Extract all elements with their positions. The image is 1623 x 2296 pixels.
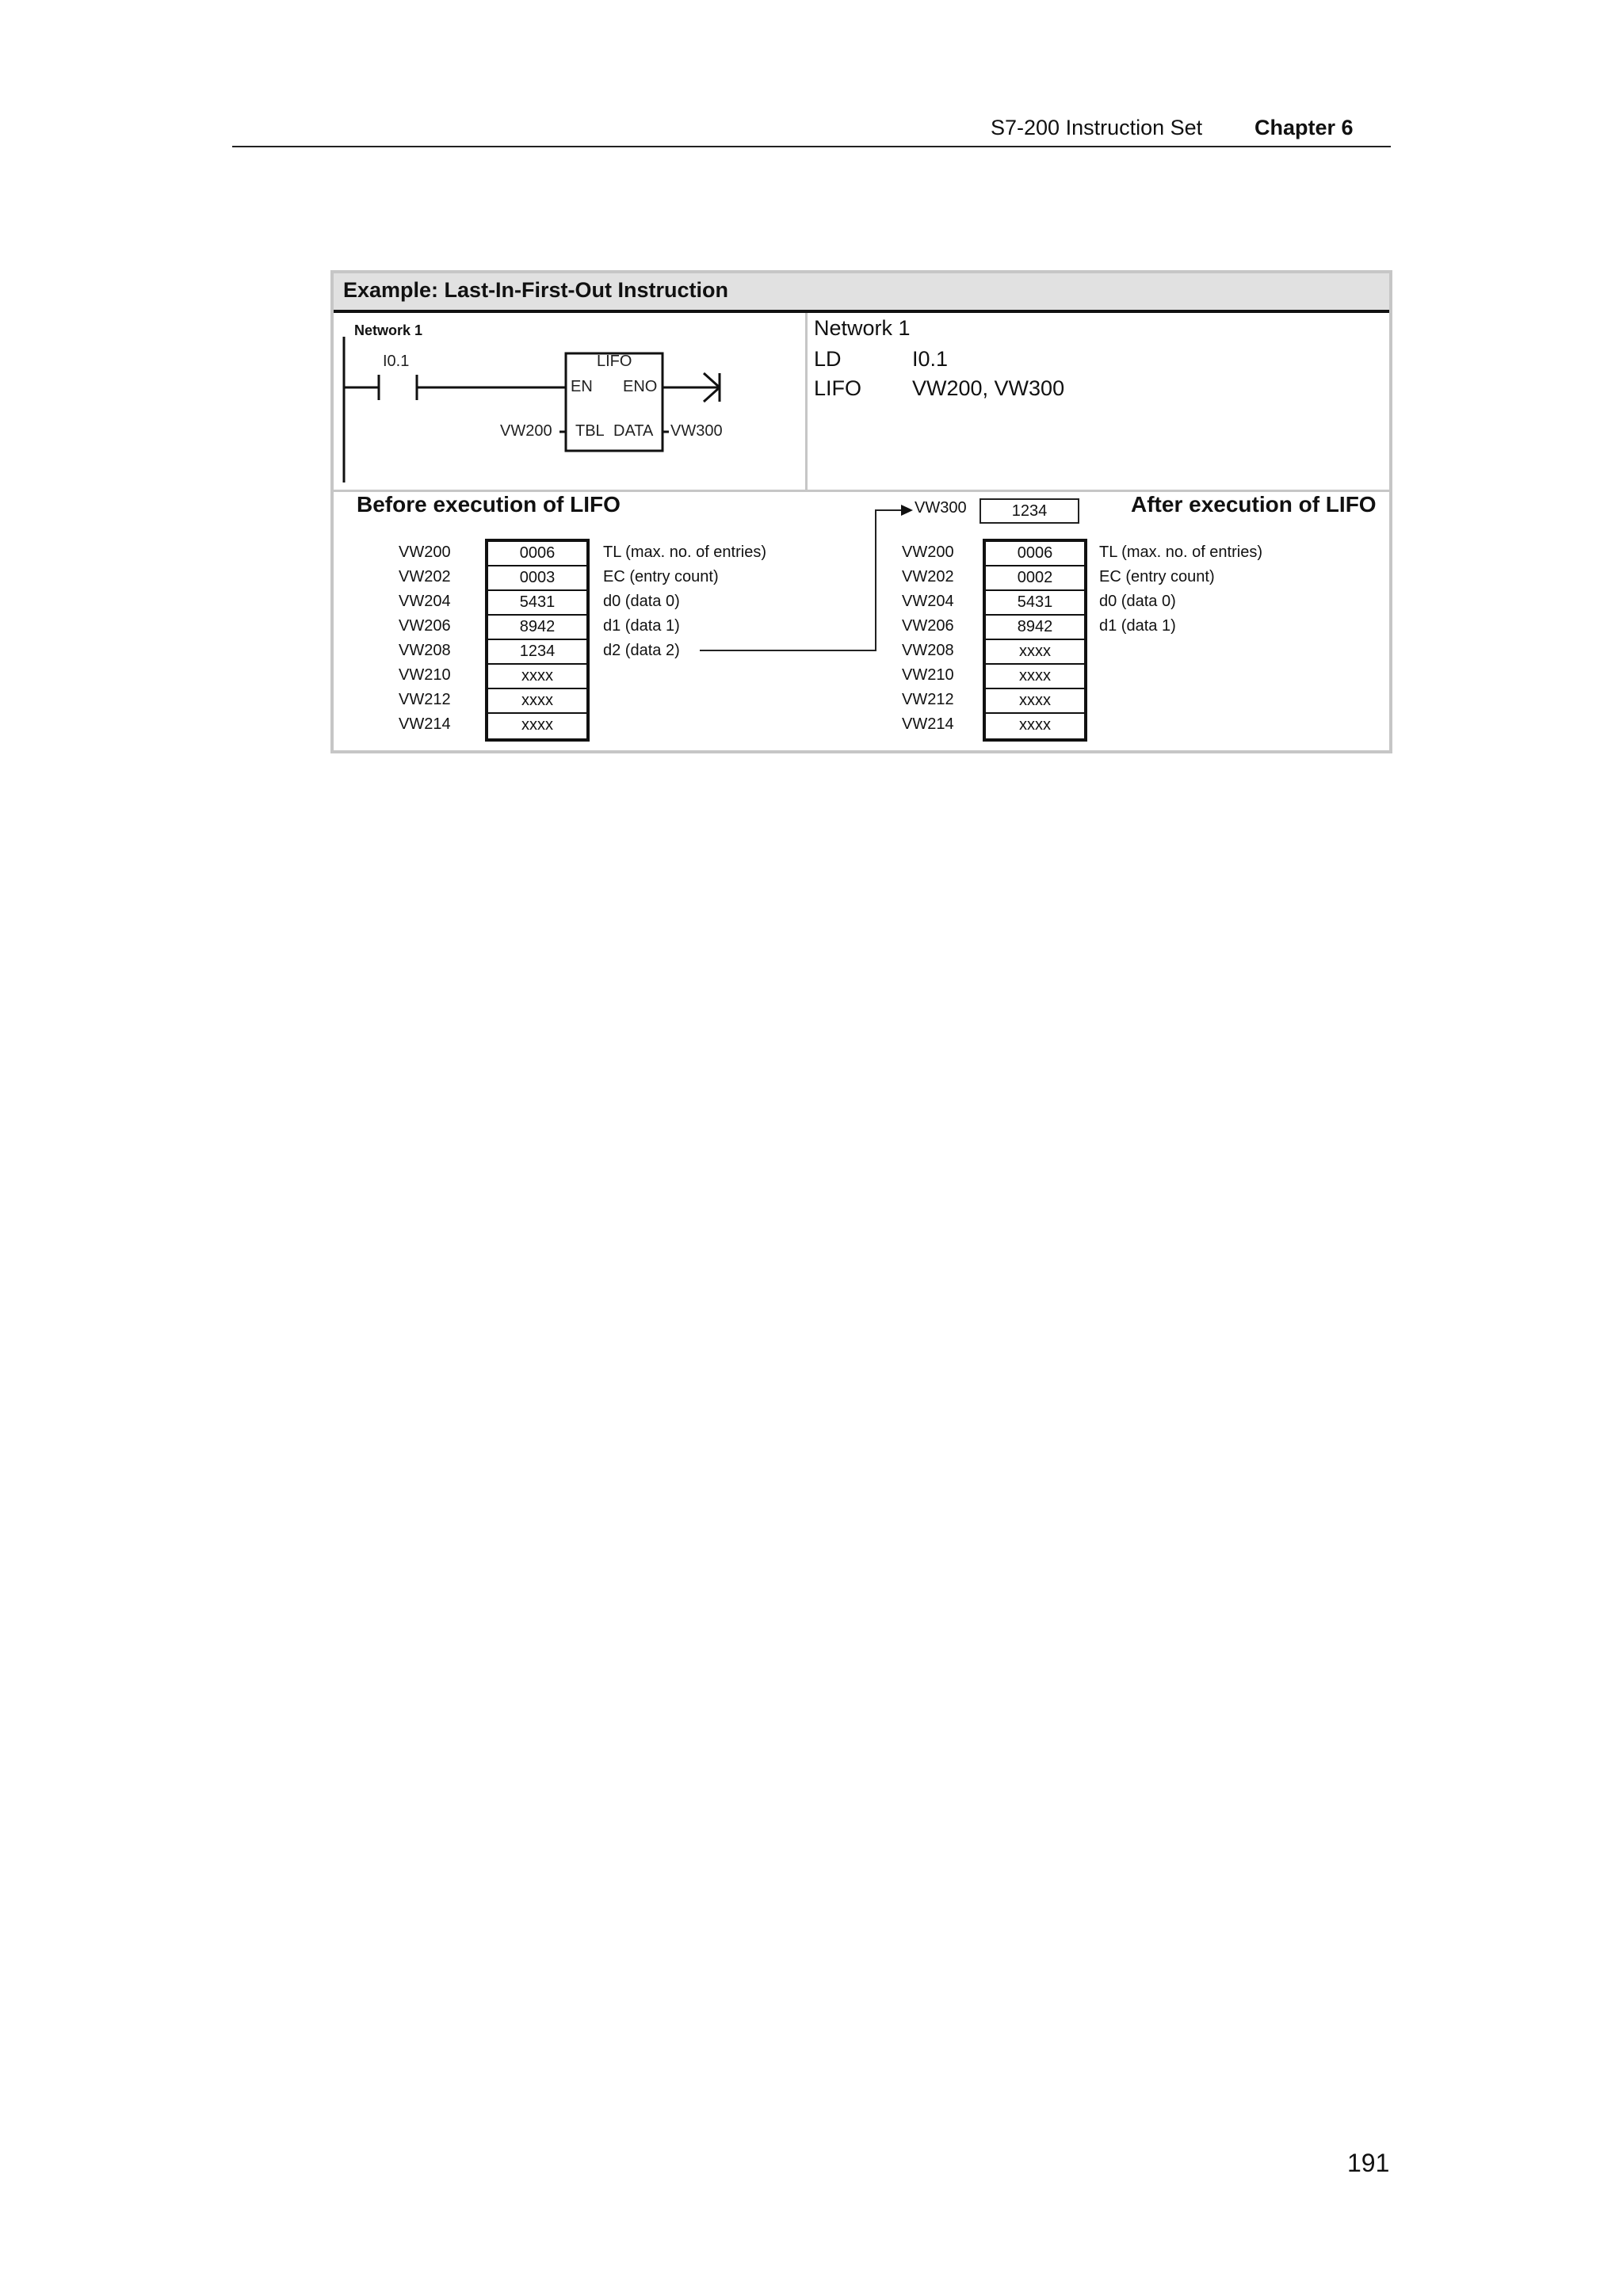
stl-op: LIFO: [814, 376, 862, 400]
example-box: [330, 270, 1392, 753]
after-address: VW214: [902, 715, 954, 733]
after-address: VW206: [902, 617, 954, 635]
stl-arg: VW200, VW300: [912, 376, 1065, 400]
before-description: EC (entry count): [603, 568, 719, 585]
before-address: VW212: [399, 691, 451, 708]
before-address: VW206: [399, 617, 451, 635]
after-address: VW210: [902, 666, 954, 684]
en-label: EN: [571, 378, 593, 395]
data-operand: VW300: [670, 422, 723, 440]
after-description: TL (max. no. of entries): [1099, 543, 1262, 561]
after-address: VW200: [902, 543, 954, 561]
before-address: VW202: [399, 568, 451, 585]
before-title: Before execution of LIFO: [357, 492, 621, 517]
memory-cell: 1234: [488, 640, 586, 665]
tbl-label: TBL: [575, 422, 605, 440]
memory-cell: xxxx: [521, 716, 553, 734]
before-address: VW210: [399, 666, 451, 684]
memory-cell: 8942: [488, 616, 586, 640]
lifo-box-name: LIFO: [597, 353, 632, 370]
after-description: d1 (data 1): [1099, 617, 1176, 635]
before-description: d1 (data 1): [603, 617, 680, 635]
after-description: d0 (data 0): [1099, 593, 1176, 610]
ladder-network-label: Network 1: [354, 322, 423, 338]
before-address: VW204: [399, 593, 451, 610]
output-address: VW300: [915, 499, 967, 517]
example-title: Example: Last-In-First-Out Instruction: [343, 278, 729, 302]
eno-label: ENO: [623, 378, 658, 395]
running-header-chapter: Chapter 6: [1254, 116, 1354, 139]
after-memory-table: [983, 539, 1087, 742]
contact-address: I0.1: [383, 353, 410, 370]
before-address: VW208: [399, 642, 451, 659]
memory-cell: 0003: [488, 566, 586, 591]
header-rule: [232, 146, 1391, 147]
memory-cell: 0006: [986, 542, 1084, 566]
transfer-arrowhead: [901, 505, 913, 516]
memory-cell: xxxx: [488, 665, 586, 689]
memory-cell: xxxx: [986, 689, 1084, 714]
output-value-box: 1234: [980, 498, 1079, 524]
before-address: VW200: [399, 543, 451, 561]
memory-cell: xxxx: [986, 640, 1084, 665]
after-description: EC (entry count): [1099, 568, 1215, 585]
transfer-line: [700, 510, 901, 650]
memory-cell: xxxx: [488, 689, 586, 714]
after-address: VW202: [902, 568, 954, 585]
memory-cell: 5431: [488, 591, 586, 616]
memory-cell: xxxx: [986, 665, 1084, 689]
stl-arg: I0.1: [912, 347, 949, 371]
memory-cell: 5431: [986, 591, 1084, 616]
stl-network-label: Network 1: [814, 316, 911, 340]
memory-cell: 0002: [986, 566, 1084, 591]
memory-cell: 8942: [986, 616, 1084, 640]
after-address: VW212: [902, 691, 954, 708]
after-address: VW204: [902, 593, 954, 610]
before-description: d2 (data 2): [603, 642, 680, 659]
transfer-connector: [334, 273, 1389, 750]
data-label: DATA: [613, 422, 654, 440]
before-address: VW214: [399, 715, 451, 733]
tbl-operand: VW200: [500, 422, 552, 440]
running-header-section: S7-200 Instruction Set: [991, 116, 1203, 139]
before-description: TL (max. no. of entries): [603, 543, 766, 561]
before-description: d0 (data 0): [603, 593, 680, 610]
page-number: 191: [1347, 2149, 1390, 2177]
after-address: VW208: [902, 642, 954, 659]
after-title: After execution of LIFO: [1131, 492, 1377, 517]
stl-op: LD: [814, 347, 842, 371]
memory-cell: 0006: [488, 542, 586, 566]
memory-cell: xxxx: [1019, 716, 1051, 734]
